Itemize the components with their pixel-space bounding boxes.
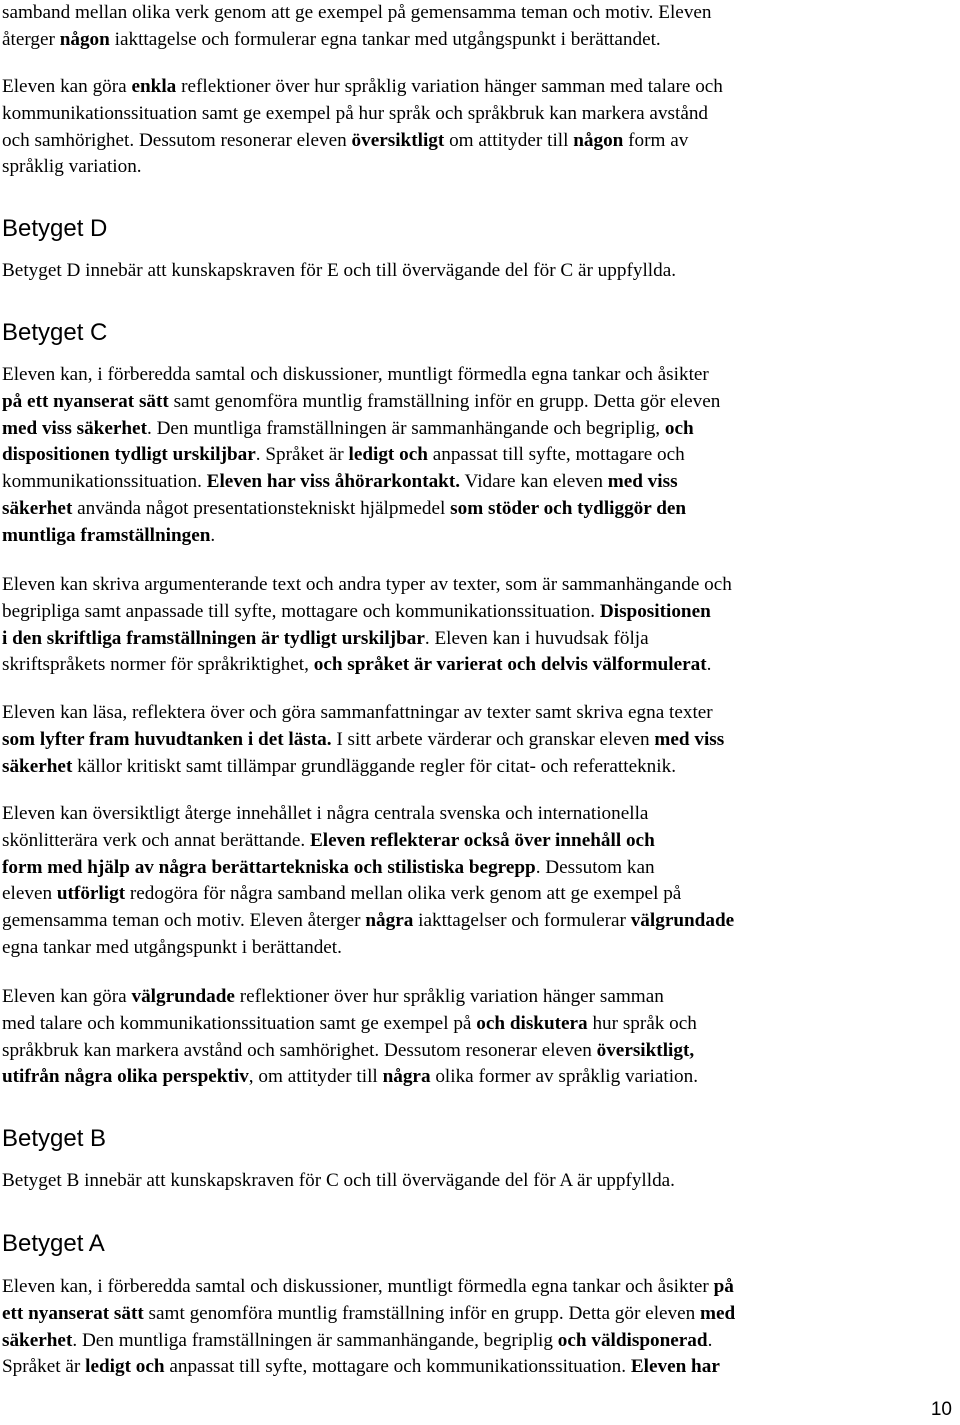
text-line [2,442,954,469]
text-run: anpassat till syfte, mottagare och kommunikationssituation. [164,1356,631,1378]
text-run-bold: någon [59,28,110,50]
text-run: och samhörighet. Dessutom resonerar eleven [2,129,352,151]
text-line [2,801,954,828]
text-run: Eleven kan, i förberedda samtal och diskussioner, muntligt förmedla egna tankar och åsikter [2,1276,714,1297]
paragraph-c-reading [2,700,954,780]
text-run: . Den muntliga framställningen är sammanhängande, begriplig [72,1329,558,1351]
text-run: Eleven kan göra [2,986,132,1007]
text-run: hur språk och [587,1012,697,1034]
text-run: form av [623,129,689,151]
page-number: 10 [930,1399,952,1420]
text-line [2,74,954,101]
text-run-bold: Eleven har viss åhörarkontakt. [206,471,461,493]
text-line [2,881,954,908]
text-run-bold: ledigt och [348,444,428,466]
heading-betyget-a: Betyget A [2,1230,105,1257]
text-run-bold: i den skriftliga framställningen är tydligt urskiljbar [2,627,425,649]
text-run-bold: säkerhet [2,497,73,519]
text-run: Eleven kan översiktligt återge innehållet i några centrala svenska och internationella [2,803,649,824]
text-line [2,258,954,285]
text-run: I sitt arbete värderar och granskar eleven [331,728,655,750]
text-line [2,496,954,523]
text-run: anpassat till syfte, mottagare och [427,444,685,466]
text-run-bold: med [700,1302,736,1324]
paragraph-c-speaking [2,362,954,550]
text-run-bold: med viss säkerhet [2,417,147,439]
text-line [2,1301,954,1328]
text-run: kommunikationssituation samt ge exempel på hur språk och språkbruk kan markera avstånd [2,102,709,124]
text-run-bold: Eleven reflekterar också över innehåll och [309,829,655,851]
text-run-bold: Dispositionen [599,600,711,622]
text-line [2,27,954,54]
text-run: med talare och kommunikationssituation samt ge exempel på [2,1012,477,1034]
text-line [2,626,954,653]
text-line [2,0,954,27]
text-run: iakttagelser och formulerar [413,910,631,932]
text-run: reflektioner över hur språklig variation hänger samman med talare och [176,76,723,97]
text-run: , om attityder till [248,1066,383,1088]
text-run-bold: muntliga framställningen [2,524,211,546]
text-line [2,855,954,882]
text-run-bold: och diskutera [476,1012,588,1034]
paragraph-c-writing [2,572,954,679]
text-line [2,389,954,416]
text-run-bold: med viss [607,471,678,493]
text-line [2,828,954,855]
text-run: samt genomföra muntlig framställning inför en grupp. Detta gör eleven [143,1302,701,1324]
text-run: begripliga samt anpassade till syfte, mottagare och kommunikationssituation. [2,600,600,622]
text-line [2,1011,954,1038]
heading-betyget-b: Betyget B [2,1125,107,1152]
paragraph-a-speaking [2,1274,954,1381]
text-run-bold: på ett nyanserat sätt [2,390,169,412]
text-run: språkbruk kan markera avstånd och samhörighet. Dessutom resonerar eleven [2,1039,597,1061]
text-run: . Språket är [255,444,349,466]
text-line [2,128,954,155]
text-line [2,523,954,550]
text-run: samband mellan olika verk genom att ge exempel på gemensamma teman och motiv. Eleven [2,2,712,23]
text-run: iakttagelse och formulerar egna tankar med utgångspunkt i berättandet. [109,28,661,50]
text-line [2,754,954,781]
text-line [2,1274,954,1301]
paragraph-betyget-d [2,258,954,285]
text-run-bold: form med hjälp av några berättartekniska och stilistiska begrepp [2,856,536,878]
text-line [2,1168,954,1195]
text-line [2,416,954,443]
text-run-bold: utförligt [56,883,126,905]
paragraph-c-language-variation [2,984,954,1091]
text-run: kommunikationssituation. [2,471,207,493]
text-run-bold: dispositionen tydligt urskiljbar [2,444,256,466]
text-run-bold: ledigt och [85,1356,165,1378]
text-run-bold: och väldisponerad [557,1329,708,1351]
text-run: redogöra för några samband mellan olika verk genom att ge exempel på [125,883,682,905]
paragraph-c-literature [2,801,954,962]
text-line [2,101,954,128]
text-run-bold: ett nyanserat sätt [2,1302,144,1324]
heading-betyget-c: Betyget C [2,319,108,346]
text-run: Betyget D innebär att kunskapskraven för E och till övervägande del för C är uppfyllda. [2,260,677,281]
text-run: reflektioner över hur språklig variation hänger samman [234,986,664,1007]
text-run: samt genomföra muntlig framställning inför en grupp. Detta gör eleven [168,390,721,412]
text-run: Vidare kan eleven [460,471,608,493]
text-run-bold: välgrundade [630,910,735,932]
text-run: Eleven kan göra [2,76,132,97]
text-run-bold: säkerhet [2,1329,73,1351]
text-run: eleven [2,883,57,905]
text-run: Språket är [2,1356,86,1378]
text-run: olika former av språklig variation. [430,1066,699,1088]
text-run-bold: några [382,1066,431,1088]
paragraph-betyget-b [2,1168,954,1195]
text-run-bold: på [713,1276,734,1297]
text-run: skriftspråkets normer för språkriktighet, [2,654,314,676]
text-run: använda något presentationstekniskt hjälpmedel [72,497,451,519]
text-run: språklig variation. [2,156,142,178]
text-run: . Eleven kan i huvudsak följa [424,627,649,649]
text-run: Eleven kan, i förberedda samtal och diskussioner, muntligt förmedla egna tankar och åsikter [2,364,709,385]
text-run: Betyget B innebär att kunskapskraven för C och till övervägande del för A är uppfyllda. [2,1170,675,1191]
text-line [2,1064,954,1091]
text-run: gemensamma teman och motiv. Eleven återger [2,910,366,932]
text-run-bold: några [365,910,414,932]
text-line [2,362,954,389]
text-run-bold: översiktligt [351,129,445,151]
text-run: . Dessutom kan [535,856,655,878]
text-run-bold: som stöder och tydliggör den [450,497,687,519]
text-line [2,1038,954,1065]
text-run-bold: välgrundade [131,986,235,1007]
text-run: källor kritiskt samt tillämpar grundläggande regler för citat- och referatteknik. [72,755,676,777]
text-run-bold: Eleven har [630,1356,720,1378]
text-run-bold: säkerhet [2,755,73,777]
paragraph-e-continuation [2,0,954,54]
text-line [2,572,954,599]
text-line [2,652,954,679]
text-line [2,700,954,727]
text-run-bold: översiktligt, [596,1039,695,1061]
text-run: egna tankar med utgångspunkt i berättandet. [2,936,342,958]
paragraph-e-language-variation [2,74,954,181]
text-run: skönlitterära verk och annat berättande. [2,829,310,851]
text-run: om attityder till [444,129,574,151]
text-run: . [706,654,712,676]
text-run-bold: och språket är varierat och delvis välformulerat [313,654,707,676]
text-run-bold: enkla [131,76,177,97]
text-run-bold: med viss [654,728,725,750]
text-run-bold: som lyfter fram huvudtanken i det lästa. [2,728,332,750]
text-run: återger [2,28,60,50]
heading-betyget-d: Betyget D [2,215,108,242]
text-run-bold: utifrån några olika perspektiv [2,1066,249,1088]
text-run: . Den muntliga framställningen är sammanhängande och begriplig, [146,417,665,439]
text-line [2,1354,954,1381]
text-line [2,935,954,962]
text-run-bold: och [664,417,694,439]
text-line [2,908,954,935]
text-line [2,984,954,1011]
text-line [2,1328,954,1355]
text-run: Eleven kan skriva argumenterande text och andra typer av texter, som är sammanhängande och [2,574,732,595]
text-line [2,469,954,496]
text-run: . [210,524,216,546]
text-run: . [707,1329,713,1351]
text-line [2,154,954,181]
text-line [2,727,954,754]
text-run: Eleven kan läsa, reflektera över och göra sammanfattningar av texter samt skriva egna texter [2,702,713,723]
text-line [2,599,954,626]
text-run-bold: någon [573,129,624,151]
